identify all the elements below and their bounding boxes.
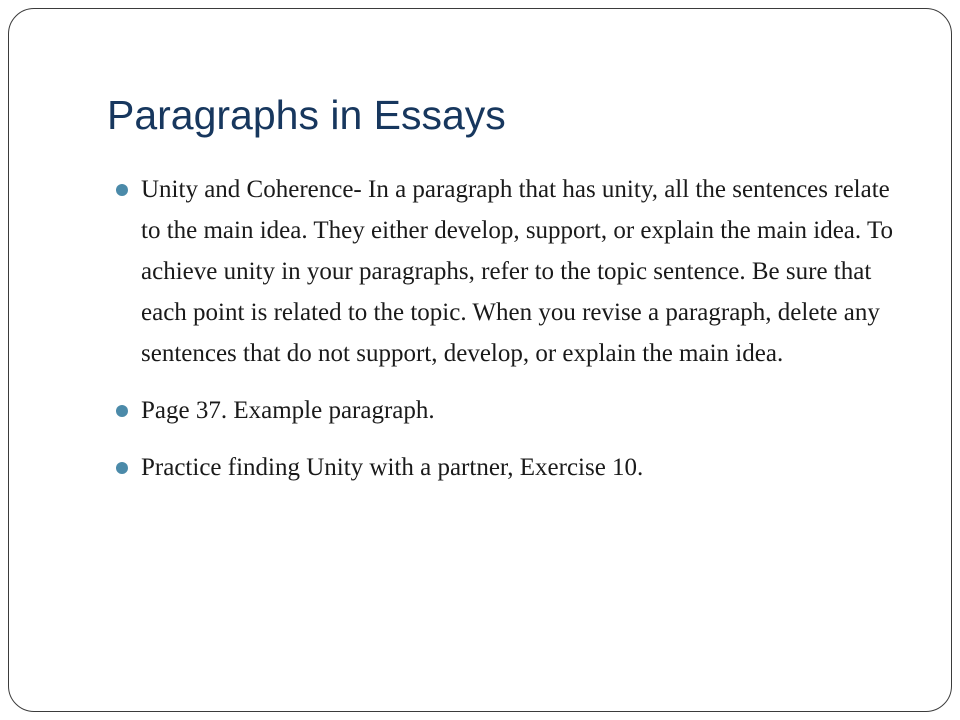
bullet-item-practice <box>109 447 909 488</box>
bullet-text: Unity and Coherence- In a paragraph that has unity, all the sentences relate to the main idea. They either develop, support, or explain the main idea. To achieve unity in your paragraphs, refer to the topic sentence. Be sure that each point is related to the topic. When you revise a paragraph, delete any sentences that do not support, develop, or explain the main idea. <box>141 176 893 367</box>
bullet-icon <box>116 184 128 196</box>
bullet-icon <box>116 405 128 417</box>
bullet-item-page-reference <box>109 390 909 431</box>
slide-title: Paragraphs in Essays <box>107 92 506 138</box>
bullet-icon <box>116 462 128 474</box>
bullet-text: Practice finding Unity with a partner, Exercise 10. <box>141 454 644 481</box>
bullet-list <box>109 169 909 504</box>
slide <box>8 8 952 712</box>
bullet-text: Page 37. Example paragraph. <box>141 397 435 424</box>
bullet-item-unity <box>109 169 909 374</box>
